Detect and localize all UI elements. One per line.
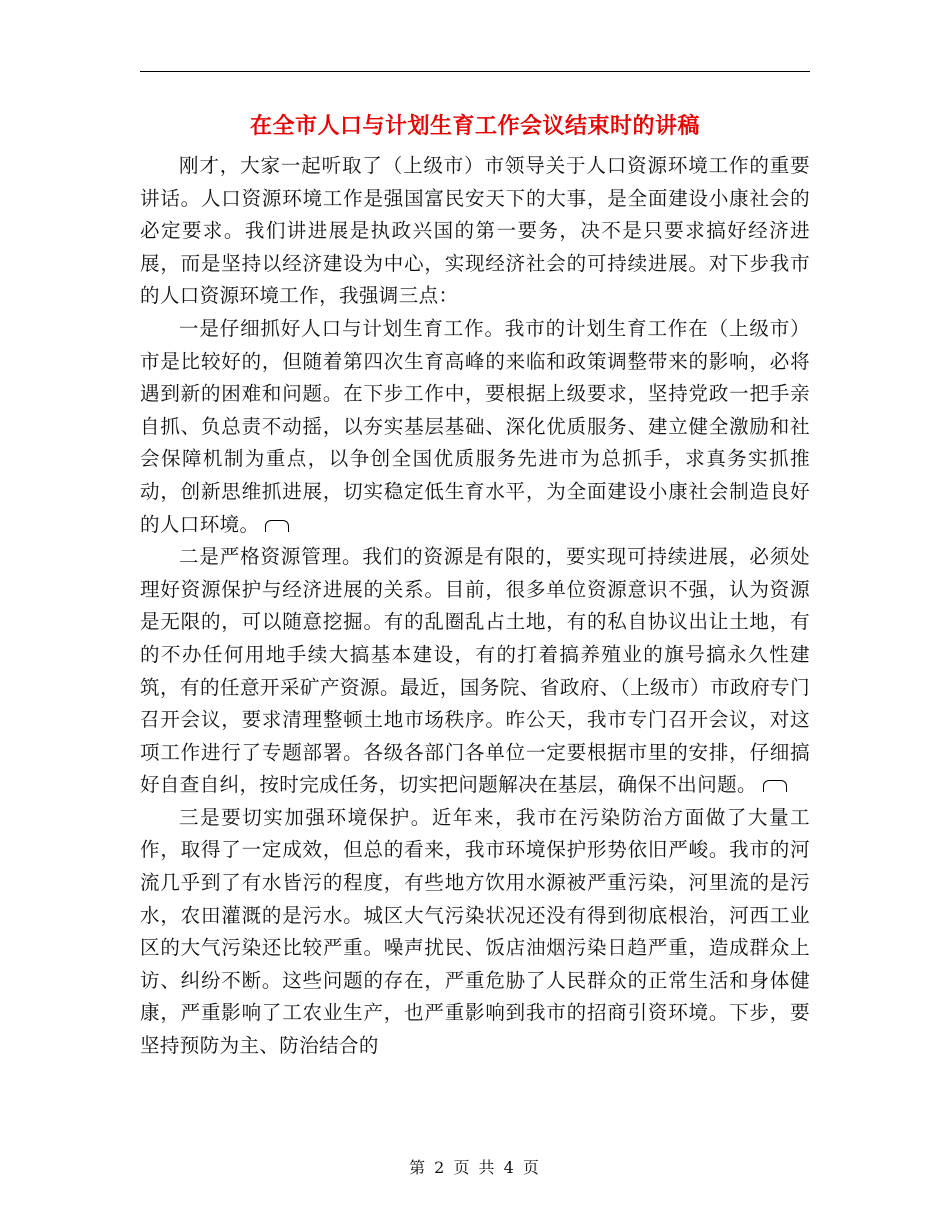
paragraph-point-one <box>140 313 810 541</box>
paragraph-intro-text: 刚才，大家一起听取了（上级市）市领导关于人口资源环境工作的重要讲话。人口资源环境工作是强国富民安天下的大事，是全面建设小康社会的必定要求。我们讲进展是执政兴国的第一要务，决不是只要求搞好经济进展，而是坚持以经济建设为中心，实现经济社会的可持续进展。对下步我市的人口资源环境工作，我强调三点： <box>140 154 810 308</box>
paragraph-point-two <box>140 541 810 802</box>
page-number-footer: 第 2 页 共 4 页 <box>409 1158 541 1177</box>
paragraph-point-one-text: 一是仔细抓好人口与计划生育工作。我市的计划生育工作在（上级市）市是比较好的，但随着第四次生育高峰的来临和政策调整带来的影响，必将遇到新的困难和问题。在下步工作中，要根据上级要求，坚持党政一把手亲自抓、负总责不动摇，以夯实基层基础、深化优质服务、建立健全激励和社会保障机制为重点，以争创全国优质服务先进市为总抓手，求真务实抓推动，创新思维抓进展，切实稳定低生育水平，为全面建设小康社会制造良好的人口环境。 <box>140 316 810 536</box>
document-title: 在全市人口与计划生育工作会议结束时的讲稿 <box>249 113 700 139</box>
paragraph-mark-icon <box>265 520 289 532</box>
paragraph-intro <box>140 150 810 313</box>
paragraph-mark-icon <box>763 780 787 792</box>
header-rule <box>140 71 810 72</box>
paragraph-point-two-text: 二是严格资源管理。我们的资源是有限的，要实现可持续进展，必须处理好资源保护与经济进展的关系。目前，很多单位资源意识不强，认为资源是无限的，可以随意挖掘。有的乱圈乱占土地，有的私自协议出让土地，有的不办任何用地手续大搞基本建设，有的打着搞养殖业的旗号搞永久性建筑，有的任意开采矿产资源。最近，国务院、省政府、（上级市）市政府专门召开会议，要求清理整顿土地市场秩序。昨公天，我市专门召开会议，对这项工作进行了专题部署。各级各部门各单位一定要根据市里的安排，仔细搞好自查自纠，按时完成任务，切实把问题解决在基层，确保不出问题。 <box>140 545 810 797</box>
paragraph-point-three <box>140 802 810 1063</box>
paragraph-point-three-text: 三是要切实加强环境保护。近年来，我市在污染防治方面做了大量工作，取得了一定成效，但总的看来，我市环境保护形势依旧严峻。我市的河流几乎到了有水皆污的程度，有些地方饮用水源被严重污染，河里流的是污水，农田灌溉的是污水。城区大气污染状况还没有得到彻底根治，河西工业区的大气污染还比较严重。噪声扰民、饭店油烟污染日趋严重，造成群众上访、纠纷不断。这些问题的存在，严重危胁了人民群众的正常生活和身体健康，严重影响了工农业生产，也严重影响到我市的招商引资环境。下步，要坚持预防为主、防治结合的 <box>140 805 810 1058</box>
document-body <box>140 150 810 1063</box>
